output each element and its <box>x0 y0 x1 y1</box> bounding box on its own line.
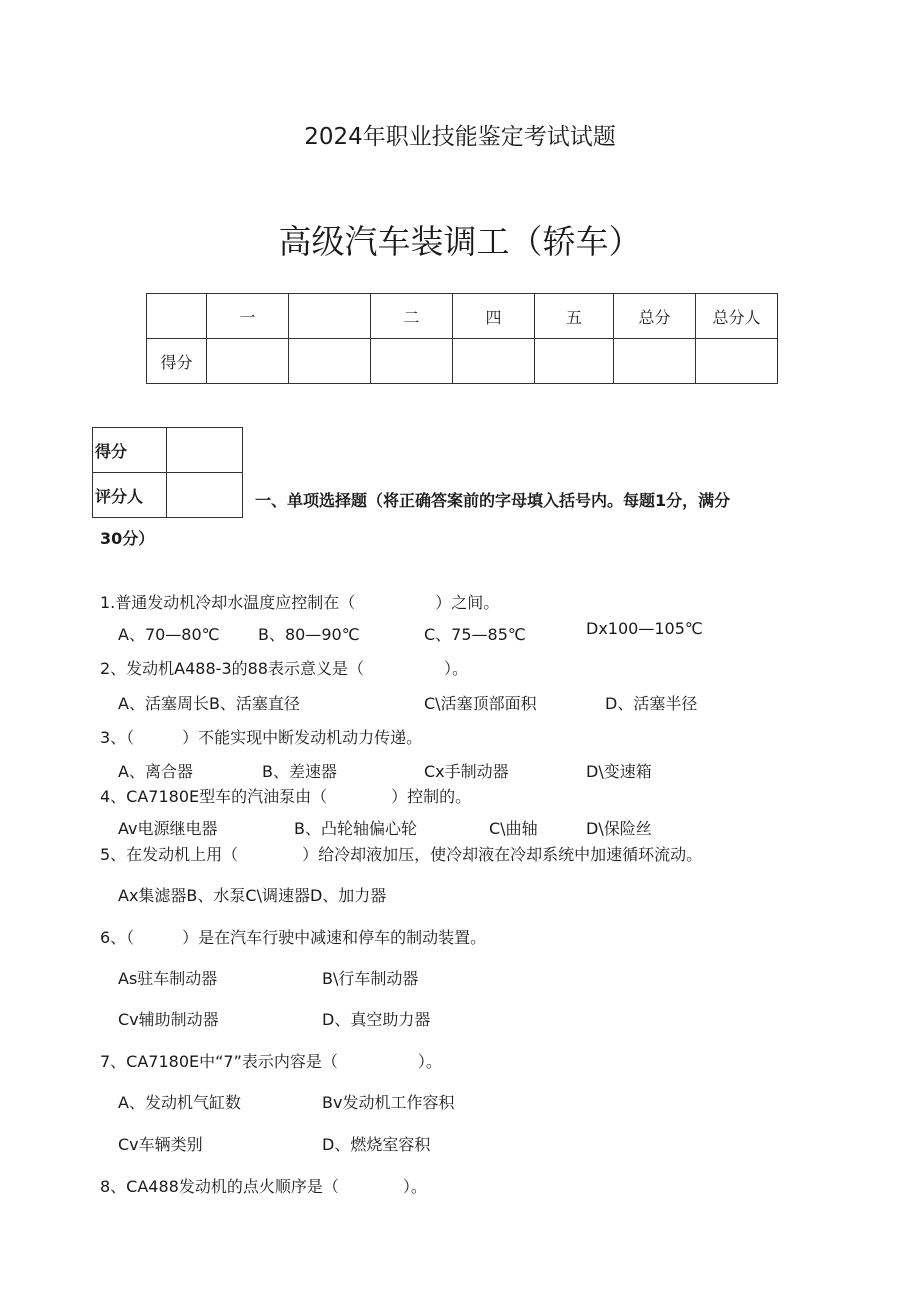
score-table-score-row <box>147 339 778 384</box>
grader-table-row <box>93 473 243 518</box>
question-1-option-b: B、80—90℃ <box>258 625 360 644</box>
question-3-option-c: Cx手制动器 <box>424 762 509 781</box>
question-4: 4、CA7180E型车的汽油泵由（ ）控制的。 <box>100 787 472 806</box>
score-row-label: 得分 <box>147 339 207 384</box>
question-7-option-b: Bv发动机工作容积 <box>322 1093 455 1112</box>
question-1-option-c: C、75—85℃ <box>424 625 526 644</box>
section-heading: 一、单项选择题（将正确答案前的字母填入括号内。每题1分，满分 <box>255 491 731 510</box>
score-table-header-cell: 总分 <box>614 294 696 339</box>
grader-score-cell <box>167 428 243 473</box>
score-table-header-cell: 总分人 <box>696 294 778 339</box>
score-table-header-row <box>147 294 778 339</box>
score-cell <box>371 339 453 384</box>
question-3-option-b: B、差速器 <box>262 762 337 781</box>
score-table-header-cell: 一 <box>207 294 289 339</box>
question-2-option-c: C\活塞顶部面积 <box>424 694 537 713</box>
question-4-option-a: Av电源继电器 <box>118 819 218 838</box>
question-6-option-d: D、真空助力器 <box>322 1010 431 1029</box>
question-7-option-a: A、发动机气缸数 <box>118 1093 241 1112</box>
score-table-header-cell: 四 <box>453 294 535 339</box>
question-2: 2、发动机A488-3的88表示意义是（ ）。 <box>100 659 468 678</box>
question-4-option-b: B、凸轮轴偏心轮 <box>294 819 417 838</box>
question-7-option-d: D、燃烧室容积 <box>322 1135 431 1154</box>
grader-table <box>92 427 243 518</box>
question-3-option-d: D\变速箱 <box>586 762 652 781</box>
grader-name-cell <box>167 473 243 518</box>
grader-name-label: 评分人 <box>93 473 167 518</box>
question-4-option-d: D\保险丝 <box>586 819 652 838</box>
question-2-option-d: D、活塞半径 <box>605 694 698 713</box>
score-cell <box>614 339 696 384</box>
question-5: 5、在发动机上用（ ）给冷却液加压，使冷却液在冷却系统中加速循环流动。 <box>100 845 703 864</box>
score-cell <box>289 339 371 384</box>
question-1-option-a: A、70—80℃ <box>118 625 220 644</box>
question-3-option-a: A、离合器 <box>118 762 193 781</box>
question-6-option-c: Cv辅助制动器 <box>118 1010 219 1029</box>
question-2-option-ab: A、活塞周长B、活塞直径 <box>118 694 300 713</box>
score-table-header-cell: 五 <box>535 294 614 339</box>
question-5-options: Ax集滤器B、水泵C\调速器D、加力器 <box>118 886 387 905</box>
score-cell <box>207 339 289 384</box>
exam-subtitle: 高级汽车装调工（轿车） <box>278 222 642 261</box>
question-6-option-b: B\行车制动器 <box>322 969 419 988</box>
question-8: 8、CA488发动机的点火顺序是（ ）。 <box>100 1177 427 1196</box>
grader-table-row <box>93 428 243 473</box>
section-heading-continued: 30分） <box>100 529 155 548</box>
exam-title: 2024年职业技能鉴定考试试题 <box>304 124 616 150</box>
score-table-header-cell <box>289 294 371 339</box>
score-cell <box>696 339 778 384</box>
score-table-header-cell <box>147 294 207 339</box>
question-1: 1.普通发动机冷却水温度应控制在（ ）之间。 <box>100 593 500 612</box>
question-7: 7、CA7180E中“7”表示内容是（ ）。 <box>100 1052 442 1071</box>
question-6-option-a: As驻车制动器 <box>118 969 218 988</box>
score-table-header-cell: 二 <box>371 294 453 339</box>
score-table <box>146 293 778 384</box>
question-3: 3、（ ）不能实现中断发动机动力传递。 <box>100 728 423 747</box>
score-cell <box>453 339 535 384</box>
score-cell <box>535 339 614 384</box>
question-7-option-c: Cv车辆类别 <box>118 1135 203 1154</box>
grader-score-label: 得分 <box>93 428 167 473</box>
question-4-option-c: C\曲轴 <box>489 819 538 838</box>
question-6: 6、（ ）是在汽车行驶中减速和停车的制动装置。 <box>100 928 487 947</box>
question-1-option-d: Dx100—105℃ <box>586 619 703 638</box>
